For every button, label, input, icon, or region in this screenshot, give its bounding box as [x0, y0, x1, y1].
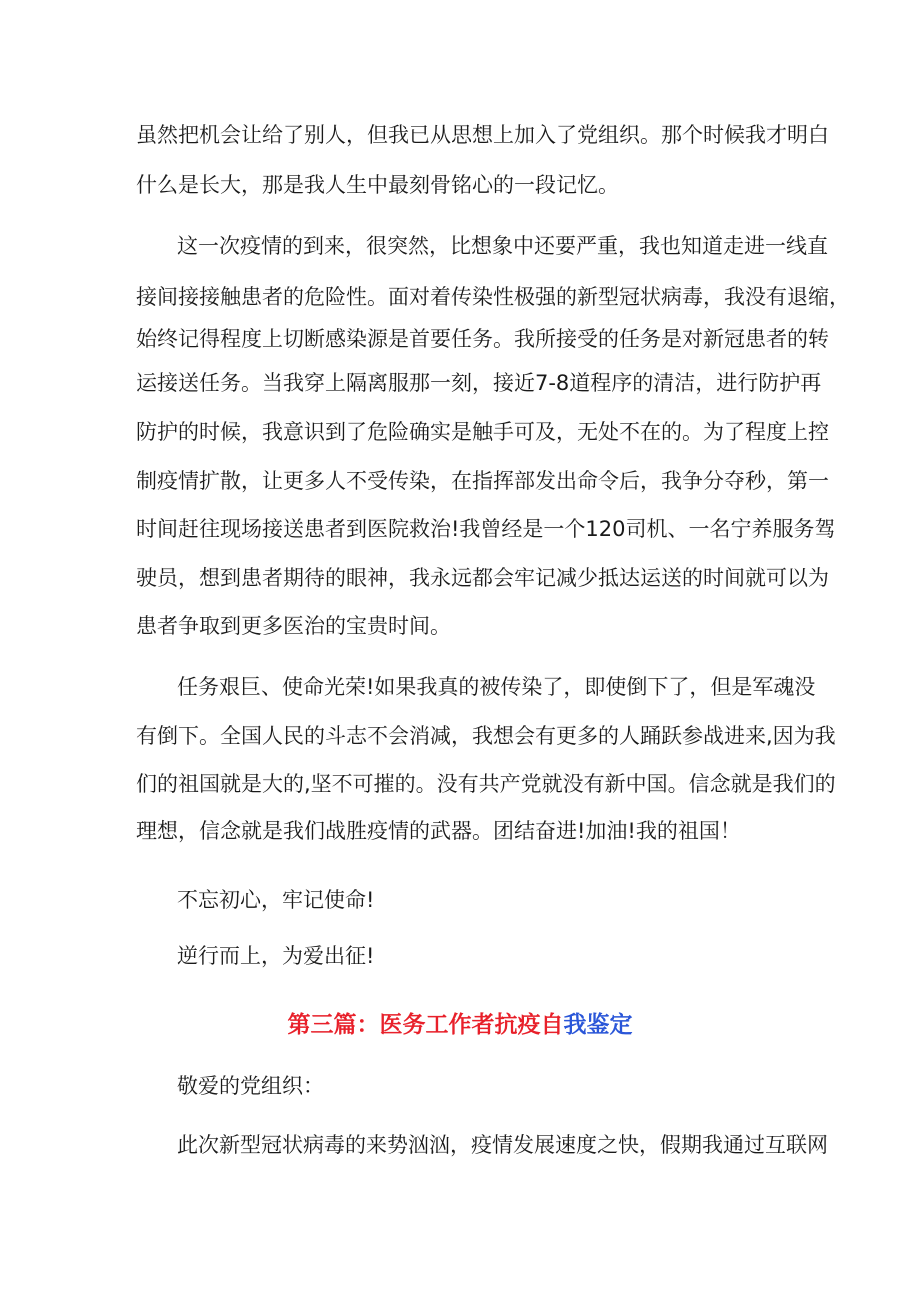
paragraph-2-line-8: 驶员，想到患者期待的眼神，我永远都会牢记减少抵达运送的时间就可以为	[136, 566, 829, 590]
paragraph-2-line-9: 患者争取到更多医治的宝贵时间。	[136, 614, 451, 638]
paragraph-2-line-6: 制疫情扩散，让更多人不受传染，在指挥部发出命令后，我争分夺秒，第一	[136, 469, 829, 493]
salutation: 敬爱的党组织：	[177, 1074, 324, 1098]
paragraph-2-line-4: 运接送任务。当我穿上隔离服那一刻，接近7-8道程序的清洁，进行防护再	[136, 371, 822, 395]
paragraph-2-line-3: 始终记得程度上切断感染源是首要任务。我所接受的任务是对新冠患者的转	[136, 327, 829, 351]
paragraph-2-line-7: 时间赶往现场接送患者到医院救治!我曾经是一个120司机、一名宁养服务驾	[136, 517, 836, 541]
slogan-line-2: 逆行而上，为爱出征!	[177, 944, 375, 968]
section-title-red-part: 第三篇：医务工作者抗疫自	[287, 1012, 564, 1038]
paragraph-3-line-3: 们的祖国就是大的,坚不可摧的。没有共产党就没有新中国。信念就是我们的	[136, 772, 836, 796]
paragraph-1-line-1: 虽然把机会让给了别人，但我已从思想上加入了党组织。那个时候我才明白	[136, 123, 829, 147]
section-title-blue-part: 我鉴定	[563, 1012, 633, 1038]
paragraph-3-line-1: 任务艰巨、使命光荣!如果我真的被传染了，即使倒下了，但是军魂没	[177, 675, 816, 699]
slogan-line-1: 不忘初心，牢记使命!	[177, 888, 375, 912]
paragraph-3-line-2: 有倒下。全国人民的斗志不会消减，我想会有更多的人踊跃参战进来,因为我	[136, 724, 836, 748]
paragraph-3-line-4: 理想，信念就是我们战胜疫情的武器。团结奋进!加油!我的祖国！	[136, 819, 741, 843]
section-title	[0, 1010, 920, 1040]
paragraph-4-line-1: 此次新型冠状病毒的来势汹汹，疫情发展速度之快，假期我通过互联网	[177, 1133, 828, 1157]
paragraph-2-line-5: 防护的时候，我意识到了危险确实是触手可及，无处不在的。为了程度上控	[136, 420, 829, 444]
paragraph-1-line-2: 什么是长大，那是我人生中最刻骨铭心的一段记忆。	[136, 173, 619, 197]
paragraph-2-line-1: 这一次疫情的到来，很突然，比想象中还要严重，我也知道走进一线直	[177, 234, 828, 258]
paragraph-2-line-2: 接间接接触患者的危险性。面对着传染性极强的新型冠状病毒，我没有退缩，	[136, 285, 850, 309]
